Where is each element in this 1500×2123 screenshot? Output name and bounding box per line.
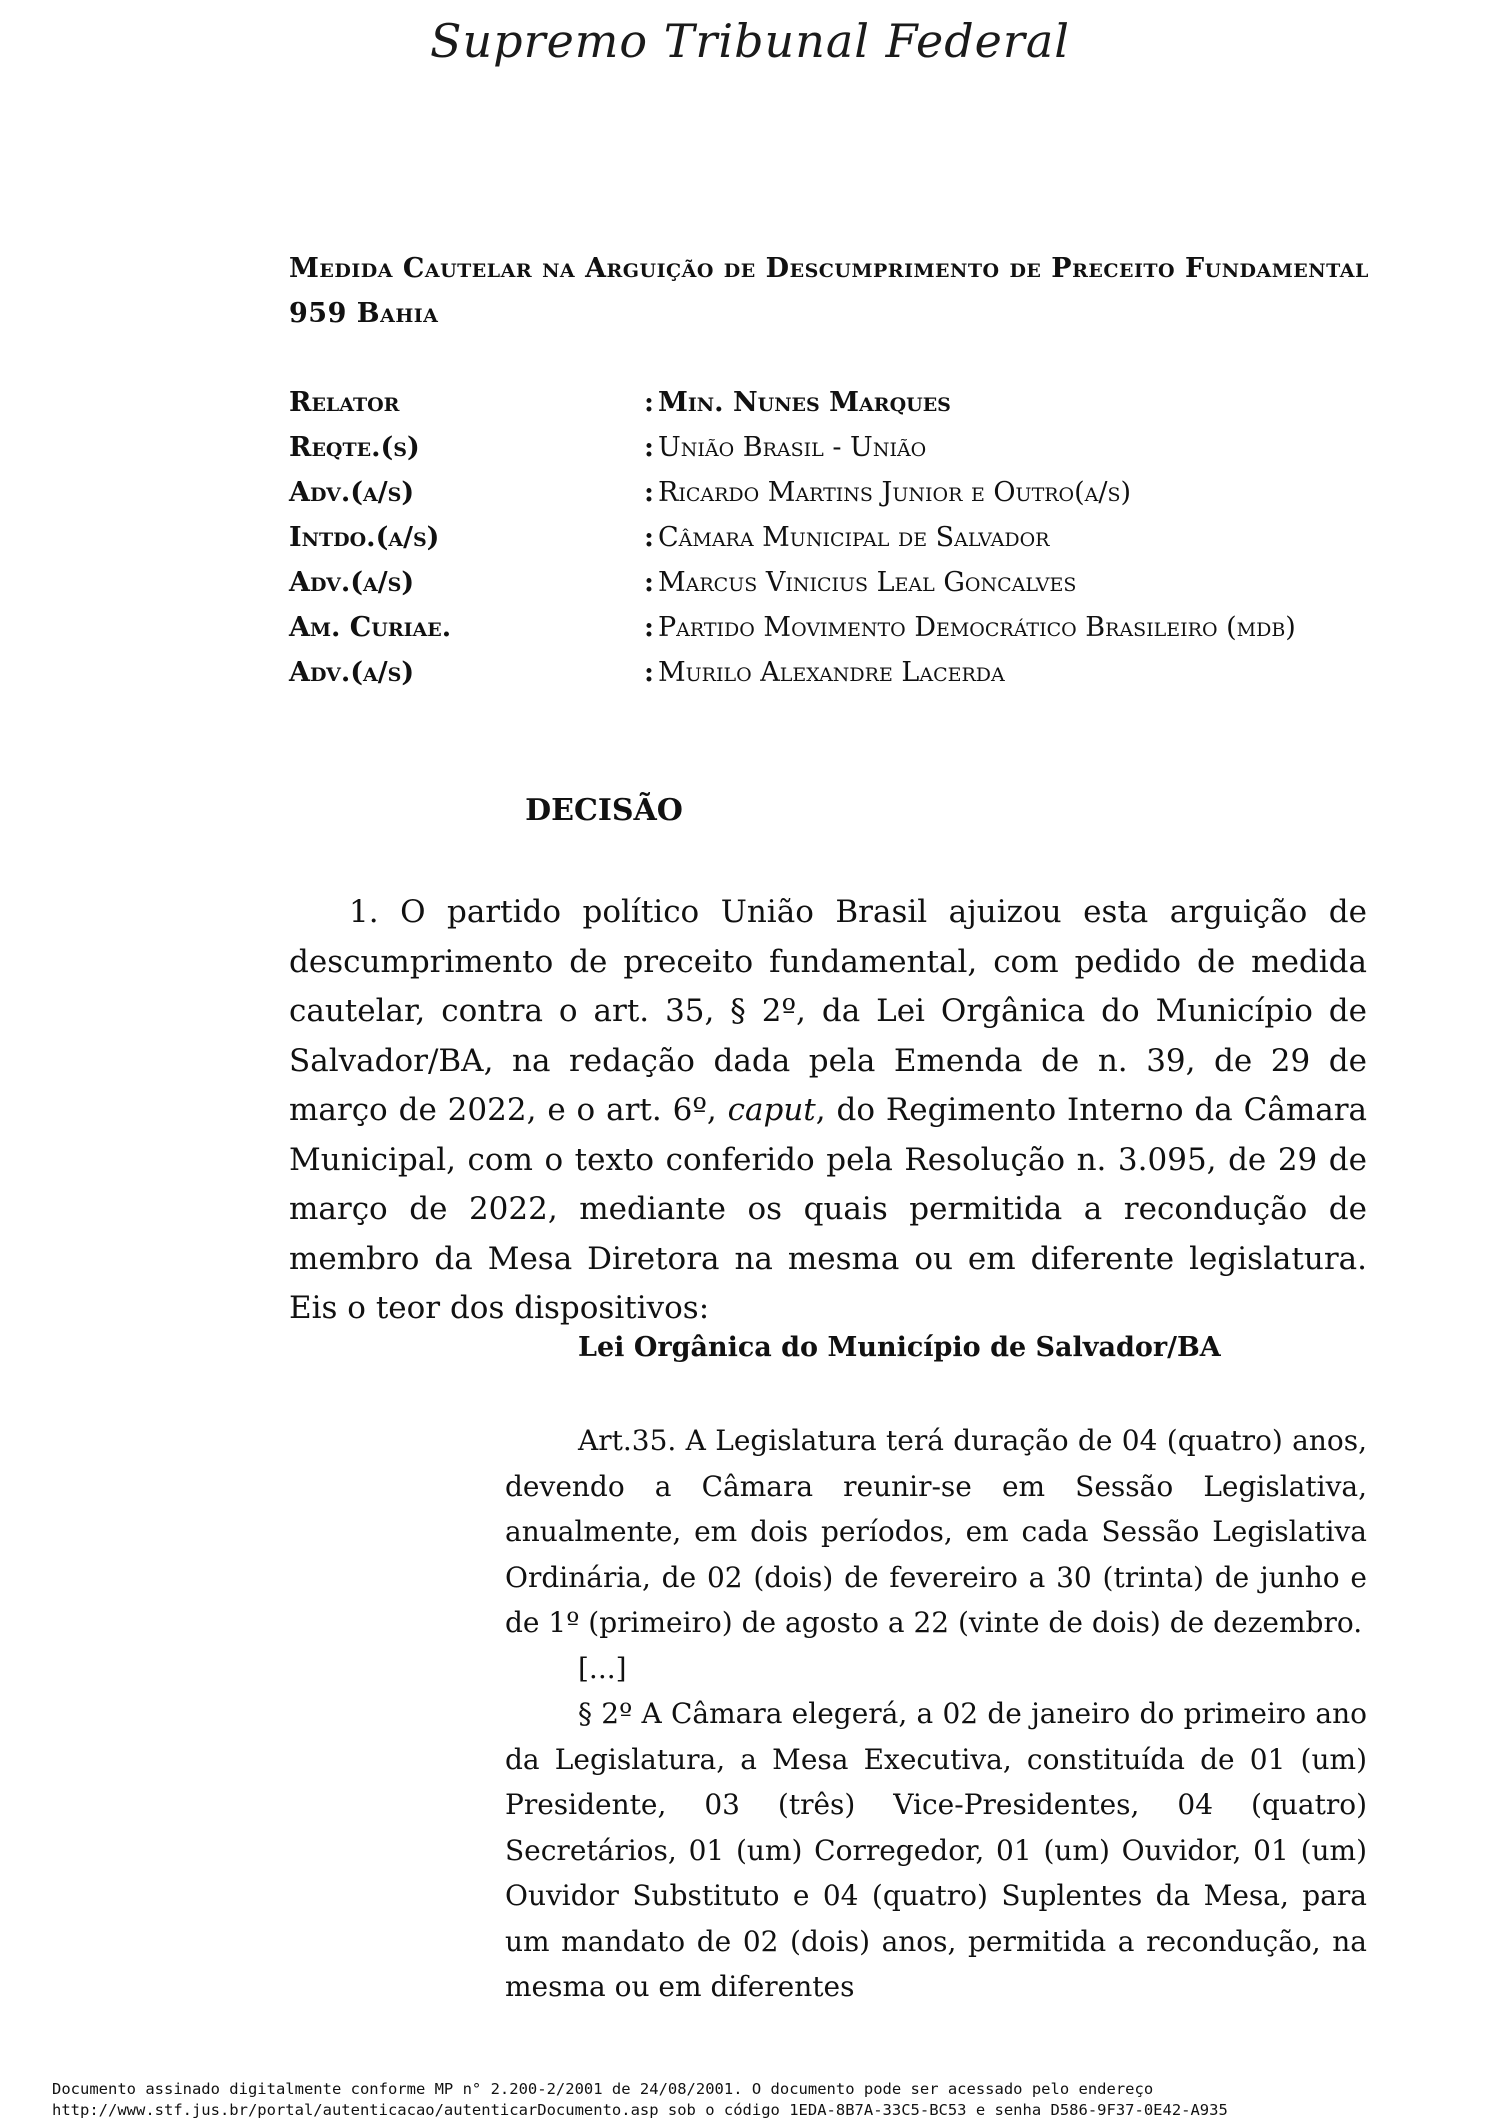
paragraph-1-text-a: 1. O partido político União Brasil ajuizou esta arguição de descumprimento de preceito fundamental, com pedido de medida cautelar, contra o art. 35, § 2º, da Lei Orgânica do Município de Salvador/BA, na redação dada pela Emenda de n. 39, de 29 de março de 2022, e o art. 6º, [289, 894, 1367, 1128]
party-value: União Brasil - União [658, 432, 927, 463]
footer-line-1: Documento assinado digitalmente conforme MP n° 2.200-2/2001 de 24/08/2001. O documento pode ser acessado pelo endereço [52, 2080, 1154, 2098]
parties-list [289, 380, 1369, 695]
party-role: Adv.(a/s) [289, 657, 415, 688]
quote-paragraph-2: § 2º A Câmara elegerá, a 02 de janeiro do primeiro ano da Legislatura, a Mesa Executiva, constituída de 01 (um) Presidente, 03 (três) Vice-Presidentes, 04 (quatro) Secretários, 01 (um) Corregedor, 01 (um) Ouvidor, 01 (um) Ouvidor Substituto e 04 (quatro) Suplentes da Mesa, para um mandato de 02 (dois) anos, permitida a recondução, na mesma ou em diferentes [505, 1697, 1367, 2003]
paragraph-1-text-b: , do Regimento Interno da Câmara Municipal, com o texto conferido pela Resolução n. 3.095, de 29 de março de 2022, mediante os quais permitida a recondução de membro da Mesa Diretora na mesma ou em diferente legislatura. Eis o teor dos dispositivos: [289, 1092, 1367, 1326]
party-row-relator [289, 380, 1369, 425]
section-heading: Lei Orgânica do Município de Salvador/BA [578, 1332, 1221, 1363]
party-row-requerente [289, 425, 1369, 470]
party-colon: : [644, 432, 654, 463]
party-role: Reqte.(s) [289, 432, 420, 463]
signature-footer [52, 2079, 1492, 2121]
party-value: Murilo Alexandre Lacerda [658, 657, 1005, 688]
party-row-intimado [289, 515, 1369, 560]
quoted-provisions [505, 1418, 1367, 2010]
party-role: Relator [289, 387, 400, 418]
footer-line-2: http://www.stf.jus.br/portal/autenticacao/autenticarDocumento.asp sob o código 1EDA-8B7A-33C5-BC53 e senha D586-9F37-0E42-A935 [52, 2101, 1228, 2119]
party-colon: : [644, 657, 654, 688]
party-colon: : [644, 522, 654, 553]
party-value: Marcus Vinicius Leal Goncalves [658, 567, 1077, 598]
decision-heading: DECISÃO [525, 793, 683, 828]
party-role: Adv.(a/s) [289, 567, 415, 598]
party-row-advogado [289, 470, 1369, 515]
quote-ellipsis: [...] [578, 1651, 627, 1685]
paragraph-1 [289, 888, 1367, 1334]
party-colon: : [644, 387, 654, 418]
party-row-amicus-curiae [289, 605, 1369, 650]
party-colon: : [644, 477, 654, 508]
party-role: Am. Curiae. [289, 612, 452, 643]
party-value: Min. Nunes Marques [658, 387, 951, 418]
party-colon: : [644, 612, 654, 643]
party-row-advogado [289, 650, 1369, 695]
paragraph-1-italic: caput [727, 1092, 816, 1128]
case-title: Medida Cautelar na Arguição de Descumprimento de Preceito Fundamental 959 Bahia [289, 253, 1369, 329]
party-row-advogado [289, 560, 1369, 605]
party-colon: : [644, 567, 654, 598]
quote-art-35: Art.35. A Legislatura terá duração de 04 (quatro) anos, devendo a Câmara reunir-se em Sessão Legislativa, anualmente, em dois períodos, em cada Sessão Legislativa Ordinária, de 02 (dois) de fevereiro a 30 (trinta) de junho e de 1º (primeiro) de agosto a 22 (vinte de dois) de dezembro. [505, 1424, 1367, 1639]
party-value: Câmara Municipal de Salvador [658, 522, 1050, 553]
party-role: Intdo.(a/s) [289, 522, 440, 553]
party-role: Adv.(a/s) [289, 477, 415, 508]
party-value: Partido Movimento Democrático Brasileiro (mdb) [658, 612, 1296, 643]
party-value: Ricardo Martins Junior e Outro(a/s) [658, 477, 1132, 508]
court-header: Supremo Tribunal Federal [430, 14, 1070, 68]
